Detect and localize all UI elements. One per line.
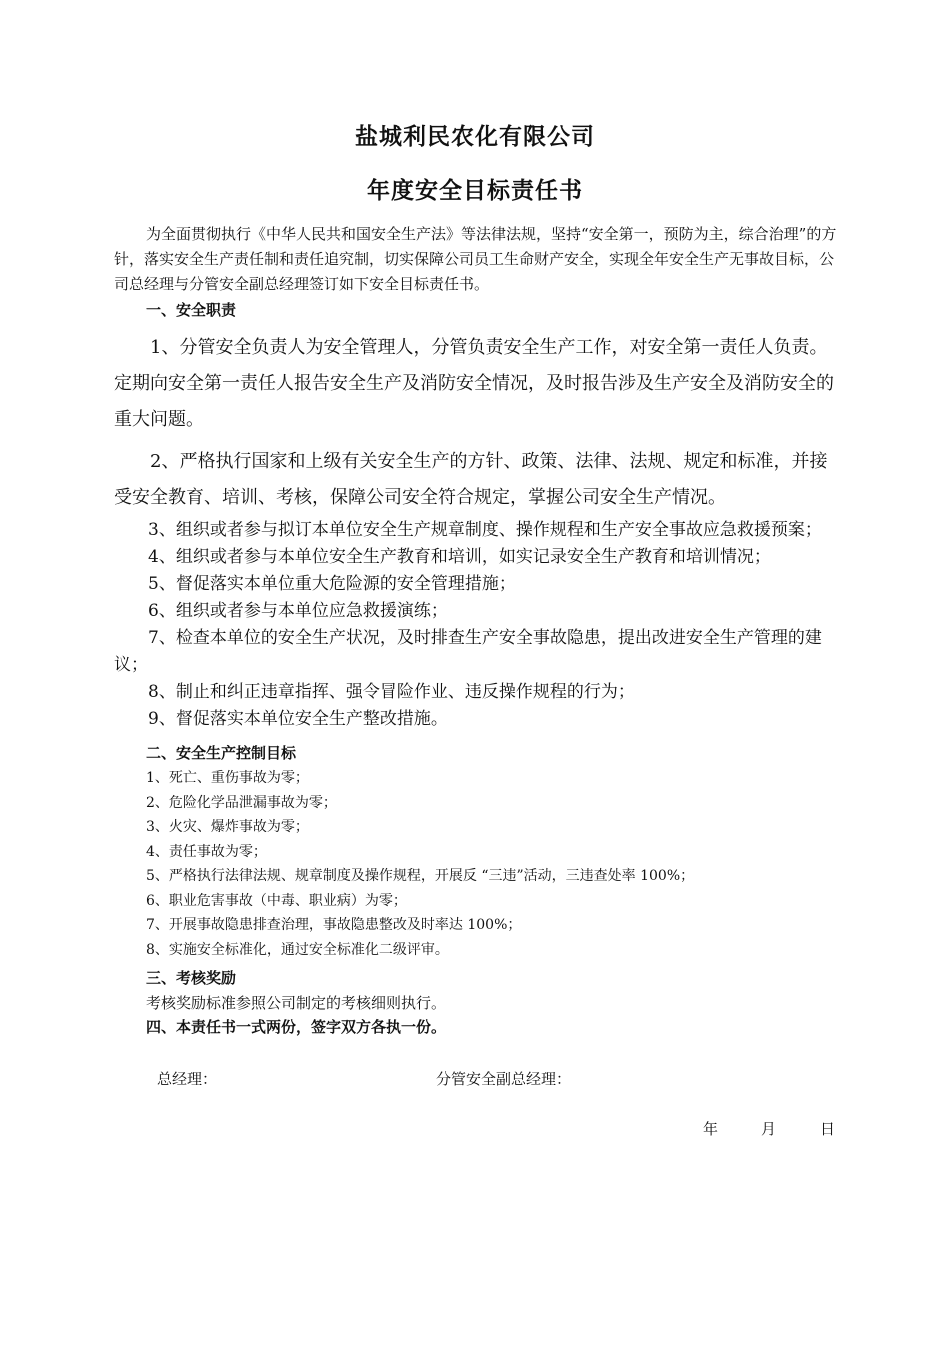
duty-item-5: 5、督促落实本单位重大危险源的安全管理措施； [148, 574, 516, 594]
date-year: 年 [703, 1120, 719, 1138]
section-heading-duties: 一、安全职责 [146, 301, 237, 319]
section-heading-copies: 四、本责任书一式两份，签字双方各执一份。 [146, 1018, 447, 1036]
date-day: 日 [820, 1120, 836, 1138]
section-heading-rewards: 三、考核奖励 [146, 969, 237, 987]
duty-item-3: 3、组织或者参与拟订本单位安全生产规章制度、操作规程和生产安全事故应急救援预案； [148, 520, 822, 540]
duty-item-8: 8、制止和纠正违章指挥、强令冒险作业、违反操作规程的行为； [148, 682, 635, 702]
target-item-3: 3、火灾、爆炸事故为零； [146, 819, 309, 835]
date-month: 月 [761, 1120, 777, 1138]
section-heading-targets: 二、安全生产控制目标 [146, 744, 297, 762]
document-title: 年度安全目标责任书 [367, 178, 583, 204]
duty-item-9: 9、督促落实本单位安全生产整改措施。 [148, 709, 448, 729]
duty-item-6: 6、组织或者参与本单位应急救援演练； [148, 601, 448, 621]
rewards-text: 考核奖励标准参照公司制定的考核细则执行。 [146, 994, 447, 1012]
target-item-2: 2、危险化学品泄漏事故为零； [146, 794, 337, 811]
duty-item-1: 1、分管安全负责人为安全管理人，分管负责安全生产工作，对安全第一责任人负责。定期向安全第一责任人报告安全生产及消防安全情况，及时报告涉及生产安全及消防安全的重大问题。 [114, 337, 834, 430]
target-item-7: 7、开展事故隐患排查治理，事故隐患整改及时率达 100%； [146, 917, 522, 933]
duty-item-2: 2、严格执行国家和上级有关安全生产的方针、政策、法律、法规、规定和标准，并接受安全教育、培训、考核，保障公司安全符合规定，掌握公司安全生产情况。 [114, 451, 828, 508]
gm-signature-label: 总经理： [157, 1070, 218, 1088]
duty-items-list [114, 517, 838, 733]
duty-item-4: 4、组织或者参与本单位安全生产教育和培训，如实记录安全生产教育和培训情况； [148, 547, 771, 567]
target-item-6: 6、职业危害事故（中毒、职业病）为零； [146, 892, 407, 909]
target-item-1: 1、死亡、重伤事故为零； [146, 770, 309, 786]
intro-paragraph: 为全面贯彻执行《中华人民共和国安全生产法》等法律法规，坚持“安全第一，预防为主，综合治理”的方针，落实安全生产责任制和责任追究制，切实保障公司员工生命财产安全，实现全年安全生产无事故目标，公司总经理与分管安全副总经理签订如下安全目标责任书。 [114, 225, 837, 293]
duty-item-7: 7、检查本单位的安全生产状况，及时排查生产安全事故隐患，提出改进安全生产管理的建议； [114, 628, 822, 675]
target-items-list [114, 766, 870, 962]
company-name: 盐城利民农化有限公司 [355, 124, 595, 150]
target-item-4: 4、责任事故为零； [146, 843, 267, 860]
target-item-5: 5、严格执行法律法规、规章制度及操作规程，开展反 “三违”活动，三违查处率 100%； [146, 868, 695, 884]
target-item-8: 8、实施安全标准化，通过安全标准化二级评审。 [146, 941, 449, 958]
deputy-signature-label: 分管安全副总经理： [436, 1070, 572, 1088]
